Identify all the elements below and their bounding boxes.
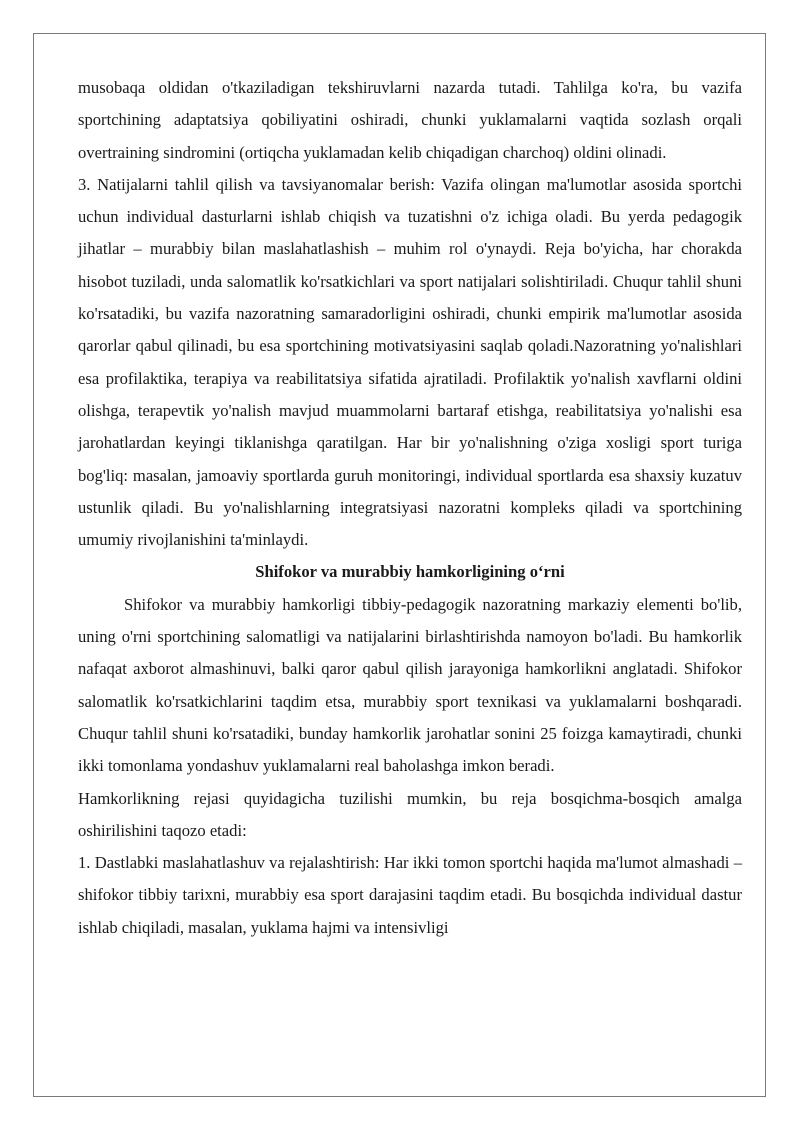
section-heading: Shifokor va murabbiy hamkorligining o‘rni — [255, 562, 565, 582]
paragraph-continuation: musobaqa oldidan o'tkaziladigan tekshiruvlarni nazarda tutadi. Tahlilga ko'ra, bu vazifa sportchining adaptatsiya qobiliyatini oshiradi, chunki yuklamalarni vaqtida sozlash orqali overtraining sindromini (ortiqcha yuklamadan kelib chiqadigan charchoq) oldini olinadi. — [78, 78, 742, 162]
document-body — [78, 72, 742, 944]
paragraph-step-1: 1. Dastlabki maslahatlashuv va rejalashtirish: Har ikki tomon sportchi haqida ma'lumot almashadi – shifokor tibbiy tarixni, murabbiy esa sport darajasini taqdim etadi. Bu bosqichda individual dastur ishlab chiqiladi, masalan, yuklama hajmi va intensivligi — [78, 853, 742, 937]
paragraph-results-analysis: 3. Natijalarni tahlil qilish va tavsiyanomalar berish: Vazifa olingan ma'lumotlar asosida sportchi uchun individual dasturlarni ishlab chiqish va tuzatishni o'z ichiga oladi. Bu yerda pedagogik jihatlar – murabbiy bilan maslahatlashish – muhim rol o'ynaydi. Reja bo'yicha, har chorakda hisobot tuziladi, unda salomatlik ko'rsatkichlari va sport natijalari solishtiriladi. Chuqur tahlil shuni ko'rsatadiki, bu vazifa nazoratning samaradorligini oshiradi, chunki empirik ma'lumotlar asosida qarorlar qabul qilinadi, bu esa sportchining motivatsiyasini saqlab qoladi.Nazoratning yo'nalishlari esa profilaktika, terapiya va reabilitatsiya sifatida ajratiladi. Profilaktik yo'nalish xavflarni oldini olishga, terapevtik yo'nalish mavjud muammolarni bartaraf etishga, reabilitatsiya yo'nalishi esa jarohatlardan keyingi tiklanishga qaratilgan. Har bir yo'nalishning o'ziga xosligi sport turiga bog'liq: masalan, jamoaviy sportlarda guruh monitoringi, individual sportlarda esa shaxsiy kuzatuv ustunlik qiladi. Bu yo'nalishlarning integratsiyasi nazoratni kompleks qiladi va sportchining umumiy rivojlanishini ta'minlaydi. — [78, 174, 742, 550]
paragraph-plan-intro: Hamkorlikning rejasi quyidagicha tuzilishi mumkin, bu reja bosqichma-bosqich amalga oshirilishini taqozo etadi: — [78, 788, 742, 840]
paragraph-cooperation-intro: Shifokor va murabbiy hamkorligi tibbiy-pedagogik nazoratning markaziy elementi bo'lib, uning o'rni sportchining salomatligi va natijalarini birlashtirishda namoyon bo'ladi. Bu hamkorlik nafaqat axborot almashinuvi, balki qaror qabul qilish jarayoniga hamkorlikni anglatadi. Shifokor salomatlik ko'rsatkichlarini taqdim etsa, murabbiy sport texnikasi va yuklamalarni boshqaradi. Chuqur tahlil shuni ko'rsatadiki, bunday hamkorlik jarohatlar sonini 25 foizga kamaytiradi, chunki ikki tomonlama yondashuv yuklamalarni real baholashga imkon beradi. — [78, 594, 742, 776]
